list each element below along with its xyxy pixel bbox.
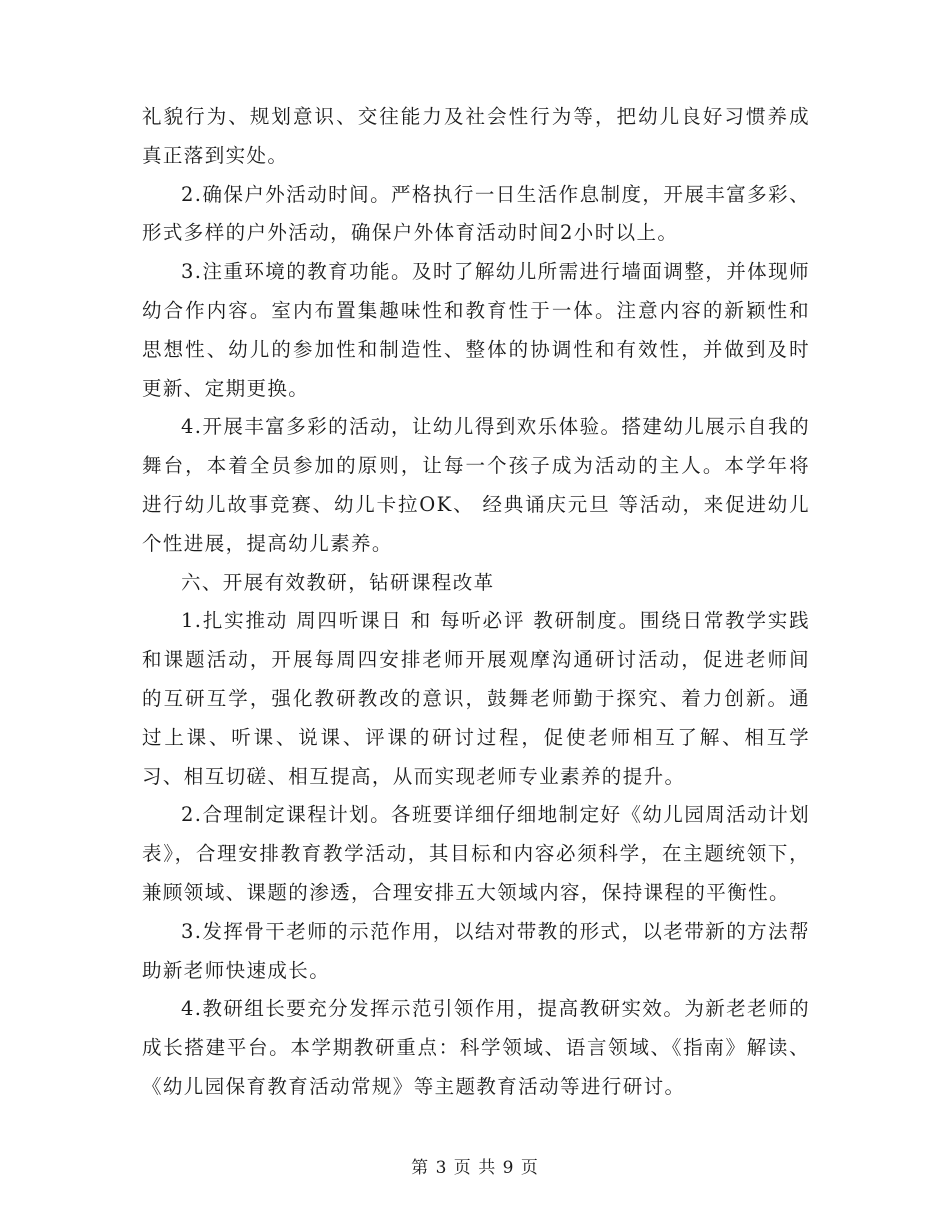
- paragraph-curriculum-plan: 2.合理制定课程计划。各班要详细仔细地制定好《幼儿园周活动计划表》，合理安排教育教学活动，其目标和内容必须科学，在主题统领下，兼顾领域、课题的渗透，合理安排五大领域内容，保持课程的平衡性。: [142, 803, 810, 904]
- paragraph-environment: 3.注重环境的教育功能。及时了解幼儿所需进行墙面调整，并体现师幼合作内容。室内布置集趣味性和教育性于一体。注意内容的新颖性和思想性、幼儿的参加性和制造性、整体的协调性和有效性，并做到及时更新、定期更换。: [142, 260, 810, 400]
- page-number-footer: 第 3 页 共 9 页: [411, 1158, 539, 1178]
- paragraph-teaching-research: 1.扎实推动 周四听课日 和 每听必评 教研制度。围绕日常教学实践和课题活动，开展每周四安排老师开展观摩沟通研讨活动，促进老师间的互研互学，强化教研教改的意识，鼓舞老师勤于探究、着力创新。通过上课、听课、说课、评课的研讨过程，促使老师相互了解、相互学习、相互切磋、相互提高，从而实现老师专业素养的提升。: [142, 609, 810, 788]
- paragraph-continued: 礼貌行为、规划意识、交往能力及社会性行为等，把幼儿良好习惯养成真正落到实处。: [142, 105, 810, 167]
- paragraph-outdoor-time: 2.确保户外活动时间。严格执行一日生活作息制度，开展丰富多彩、形式多样的户外活动，确保户外体育活动时间2小时以上。: [142, 182, 810, 245]
- document-body: [142, 98, 810, 1107]
- paragraph-research-leader: 4.教研组长要充分发挥示范引领作用，提高教研实效。为新老老师的成长搭建平台。本学期教研重点：科学领域、语言领域、《指南》解读、《幼儿园保育教育活动常规》等主题教育活动等进行研讨。: [142, 997, 810, 1098]
- section-heading-six: 六、开展有效教研，钻研课程改革: [181, 570, 495, 594]
- paragraph-backbone-teachers: 3.发挥骨干老师的示范作用，以结对带教的形式，以老带新的方法帮助新老师快速成长。: [142, 919, 810, 982]
- paragraph-activities: 4.开展丰富多彩的活动，让幼儿得到欢乐体验。搭建幼儿展示自我的舞台，本着全员参加的原则，让每一个孩子成为活动的主人。本学年将进行幼儿故事竞赛、幼儿卡拉OK、 经典诵庆元旦 等活动，来促进幼儿个性进展，提高幼儿素养。: [142, 415, 810, 555]
